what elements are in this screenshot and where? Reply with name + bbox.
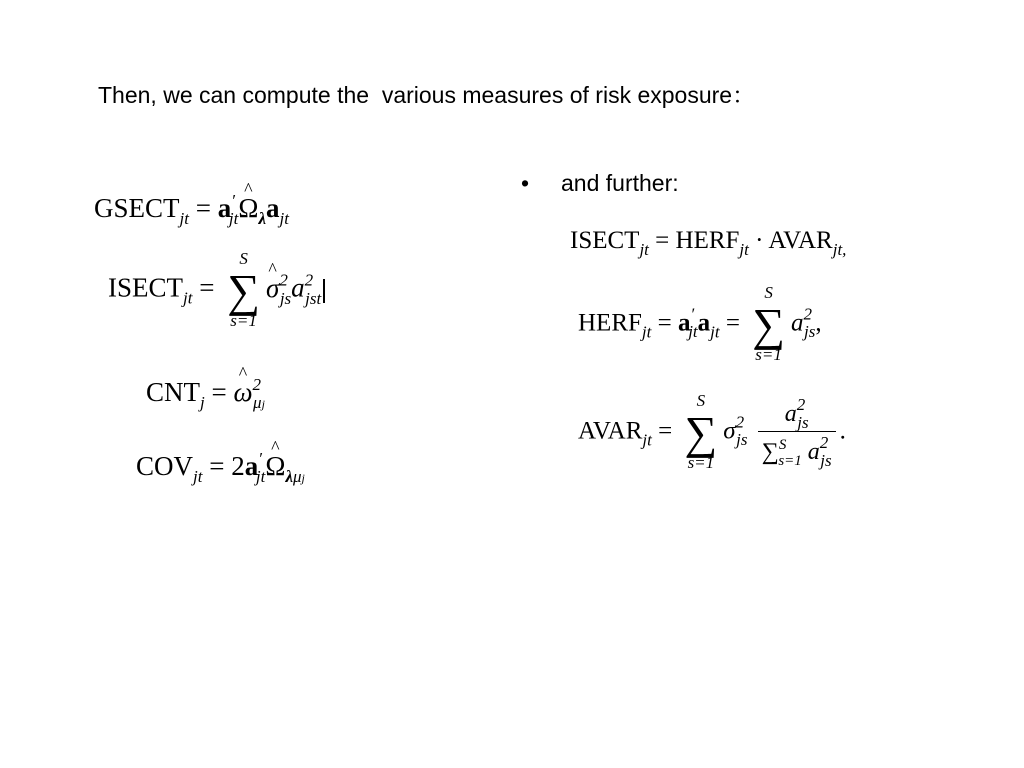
text-cursor: [323, 279, 325, 303]
equation-cnt: $CNT_j$ = ^ $\omega^2_{\mu j}$: [146, 376, 265, 411]
equation-isect-product: $ISECT_{jt}$ = $HERF_{jt}$ · $AVAR_{jt,}$: [570, 227, 847, 259]
equation-avar: $AVAR_{jt}$ = S ∑ s=1 $\sigma^2_{js}$ $\frac{a^2_{js}}{\sum^S_{s=1} a^2_{js}}$ .: [578, 391, 846, 473]
summation: S ∑ s=1: [752, 283, 785, 365]
bullet-item: [521, 170, 679, 197]
summation: S ∑ s=1: [684, 391, 718, 473]
bullet-marker: •: [521, 170, 530, 196]
equation-gsect: $GSECT_{jt}$ = $a'_{jt}\^{}$ $\Omega_\lambda a_{jt}$: [94, 192, 289, 227]
slide-title: Then, we can compute the various measures of risk exposure：: [98, 82, 756, 108]
equation-herf: $HERF_{jt} = a'_{jt}a_{jt}$ = S ∑ s=1 $a^2_{js}$,: [578, 283, 822, 365]
bullet-text: and further:: [561, 170, 679, 196]
equation-isect-sum: $ISECT_{jt}$ = S ∑ s=1 ^ $\sigma^2_{js}a^2_{jst}$: [108, 250, 325, 331]
summation: S ∑ s=1: [227, 249, 260, 331]
equation-cov: $COV_{jt}$ = $2a'_{jt}\^{}$ $\Omega_{\lambda\mu j}$: [136, 450, 305, 485]
fraction: $\frac{a^2_{js}}{\sum^S_{s=1} a^2_{js}}$: [758, 396, 836, 469]
